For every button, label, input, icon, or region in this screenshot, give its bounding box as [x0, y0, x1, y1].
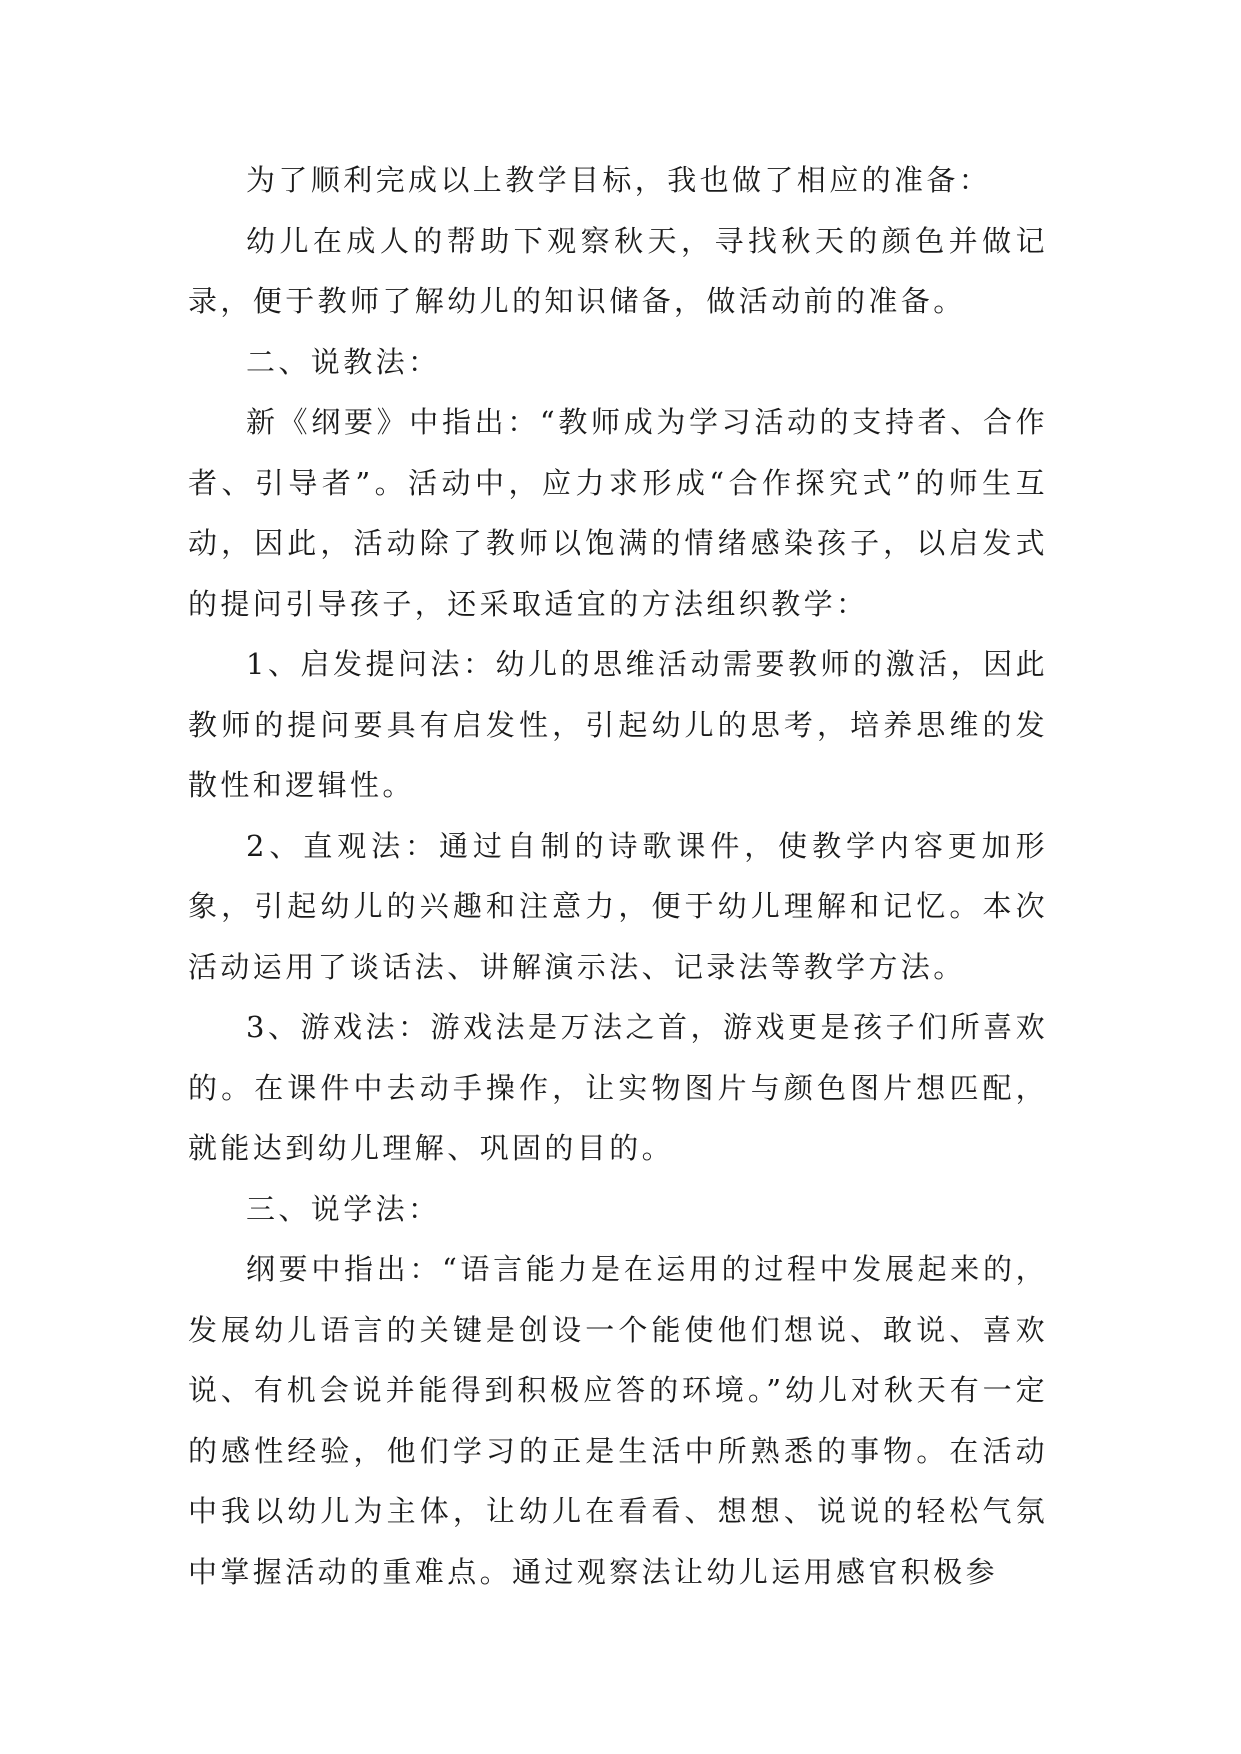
- heading-learning-methods: 三、说学法：: [246, 1191, 441, 1226]
- paragraph-learning-methods: 纲要中指出：“语言能力是在运用的过程中发展起来的，发展幼儿语言的关键是创设一个能使他们想说、敢说、喜欢说、有机会说并能得到积极应答的环境。”幼儿对秋天有一定的感性经验，他们学习的正是生活中所熟悉的事物。在活动中我以幼儿为主体，让幼儿在看看、想想、说说的轻松气氛中掌握活动的重难点。通过观察法让幼儿运用感官积极参: [188, 1252, 1048, 1589]
- paragraph-method-game: 3、游戏法：游戏法是万法之首，游戏更是孩子们所喜欢的。在课件中去动手操作，让实物图片与颜色图片想匹配，就能达到幼儿理解、巩固的目的。: [188, 1010, 1048, 1165]
- paragraph-method-questioning: 1、启发提问法：幼儿的思维活动需要教师的激活，因此教师的提问要具有启发性，引起幼儿的思考，培养思维的发散性和逻辑性。: [188, 647, 1048, 802]
- heading-teaching-methods: 二、说教法：: [246, 344, 441, 379]
- paragraph-method-visual: 2、直观法：通过自制的诗歌课件，使教学内容更加形象，引起幼儿的兴趣和注意力，便于幼儿理解和记忆。本次活动运用了谈话法、讲解演示法、记录法等教学方法。: [188, 828, 1048, 984]
- document-body: [188, 150, 1048, 1602]
- paragraph-preparation-intro: 为了顺利完成以上教学目标，我也做了相应的准备：: [246, 163, 992, 197]
- paragraph-preparation-detail: 幼儿在成人的帮助下观察秋天，寻找秋天的颜色并做记录，便于教师了解幼儿的知识储备，做活动前的准备。: [188, 223, 1048, 318]
- paragraph-teaching-methods-intro: 新《纲要》中指出：“教师成为学习活动的支持者、合作者、引导者”。活动中，应力求形成“合作探究式”的师生互动，因此，活动除了教师以饱满的情绪感染孩子，以启发式的提问引导孩子，还采取适宜的方法组织教学：: [188, 405, 1048, 621]
